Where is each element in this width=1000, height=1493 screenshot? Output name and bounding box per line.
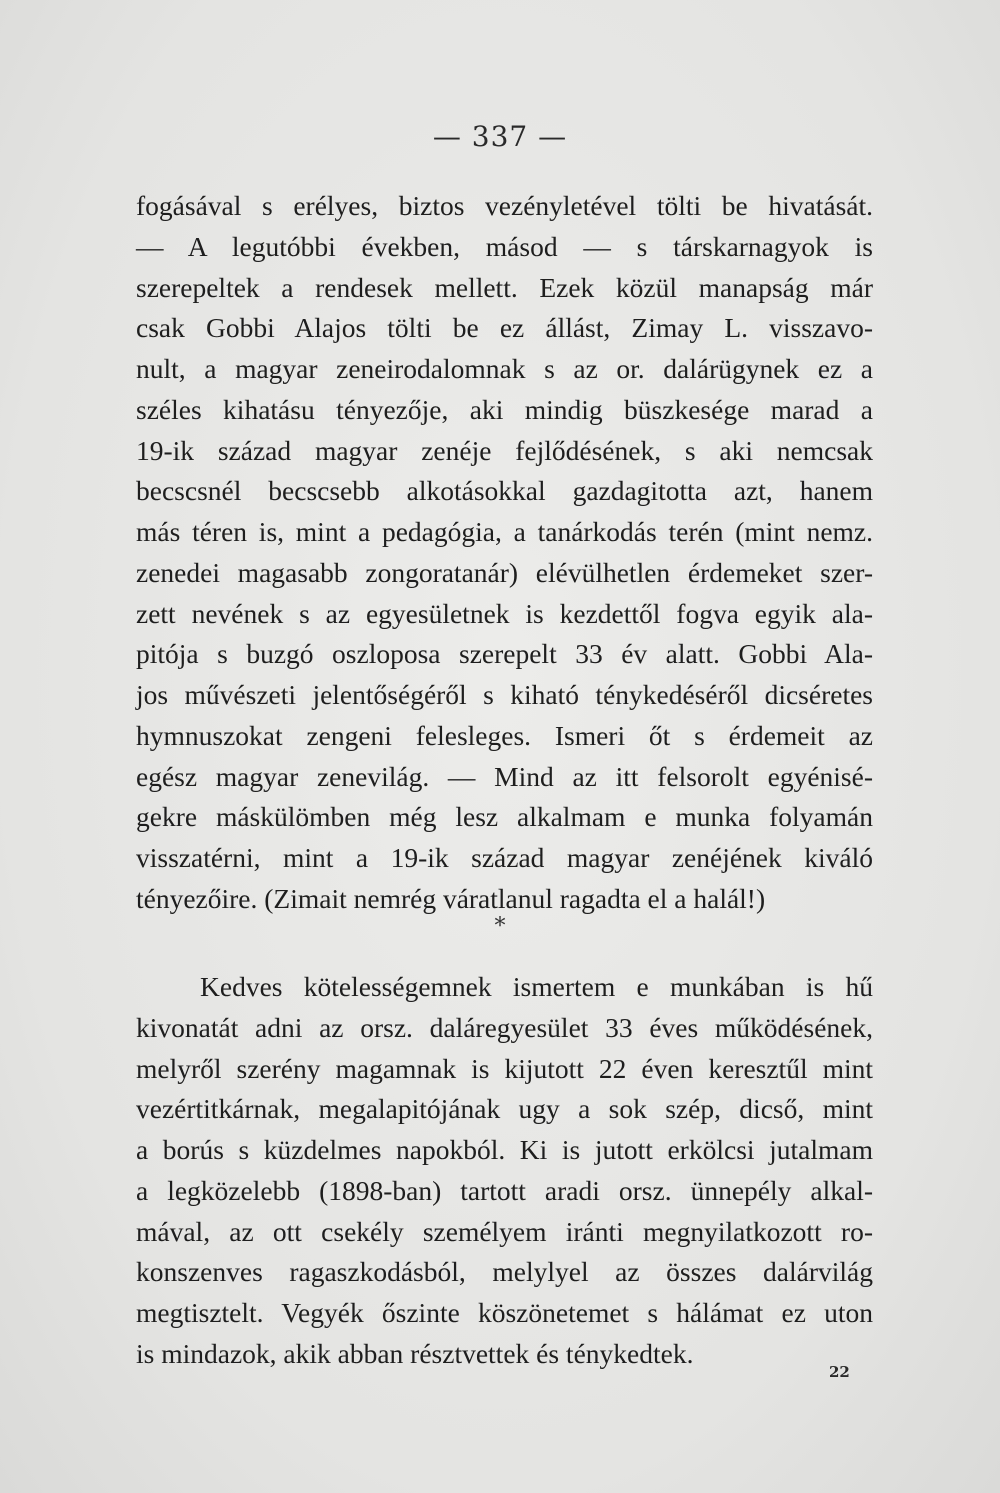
text-line: szerepeltek a rendesek mellett. Ezek közül manapság már — [136, 271, 873, 303]
text-line: gekre máskülömben még lesz alkalmam e munka folyamán — [136, 801, 873, 833]
text-line: a borús s küzdelmes napokból. Ki is jutott erkölcsi jutalmam — [136, 1134, 873, 1165]
text-line: pitója s buzgó oszloposa szerepelt 33 év alatt. Gobbi Ala- — [136, 638, 873, 670]
text-line: nult, a magyar zeneirodalomnak s az or. dalárügynek ez a — [136, 353, 873, 384]
text-line: melyről szerény magamnak is kijutott 22 éven keresztűl mint — [136, 1052, 873, 1084]
text-line: kivonatát adni az orsz. daláregyesület 33 éves működésének, — [136, 1011, 873, 1043]
text-line: tényezőire. (Zimait nemrég váratlanul ragadta el a halál!) — [136, 882, 766, 914]
text-line: mával, az ott csekély személyem iránti megnyilatkozott ro- — [136, 1215, 873, 1247]
text-line: hymnuszokat zengeni felesleges. Ismeri őt s érdemeit az — [136, 719, 873, 751]
text-line: a legközelebb (1898-ban) tartott aradi orsz. ünnepély alkal- — [136, 1174, 873, 1206]
text-line: jos művészeti jelentőségéről s kiható ténykedéséről dicséretes — [136, 679, 873, 710]
signature-mark: 22 — [829, 1363, 850, 1381]
text-line: konszenves ragaszkodásból, melylyel az összes dalárvilág — [136, 1256, 873, 1288]
text-line: csak Gobbi Alajos tölti be ez állást, Zimay L. visszavo- — [136, 312, 873, 344]
text-line: visszatérni, mint a 19-ik század magyar zenéjének kiváló — [136, 842, 873, 873]
page-number: — 337 — — [432, 120, 568, 153]
paragraph-block-1 — [136, 186, 873, 920]
section-separator: * — [494, 914, 506, 939]
text-line: megtisztelt. Vegyék őszinte köszönetemet s hálámat ez uton — [136, 1297, 873, 1328]
text-line: is mindazok, akik abban résztvettek és ténykedtek. — [136, 1337, 694, 1369]
text-line: széles kihatásu tényezője, aki mindig büszkesége marad a — [136, 393, 873, 425]
text-line: becscsnél becscsebb alkotásokkal gazdagitotta azt, hanem — [136, 475, 873, 507]
text-line: fogásával s erélyes, biztos vezényletével tölti be hivatását. — [136, 190, 873, 221]
text-line: 19-ik század magyar zenéje fejlődésének, s aki nemcsak — [136, 434, 873, 466]
text-line: Kedves kötelességemnek ismertem e munkában is hű — [200, 971, 873, 1002]
text-line: egész magyar zenevilág. — Mind az itt felsorolt egyénisé- — [136, 760, 873, 792]
paragraph-block-2 — [136, 967, 873, 1375]
text-line: vezértitkárnak, megalapitójának ugy a sok szép, dicső, mint — [136, 1093, 873, 1125]
text-line: — A legutóbbi években, másod — s társkarnagyok is — [136, 230, 873, 262]
text-line: zenedei magasabb zongoratanár) elévülhetlen érdemeket szer- — [136, 556, 873, 588]
text-line: más téren is, mint a pedagógia, a tanárkodás terén (mint nemz. — [136, 516, 873, 547]
text-line: zett nevének s az egyesületnek is kezdettől fogva egyik ala- — [136, 597, 873, 629]
